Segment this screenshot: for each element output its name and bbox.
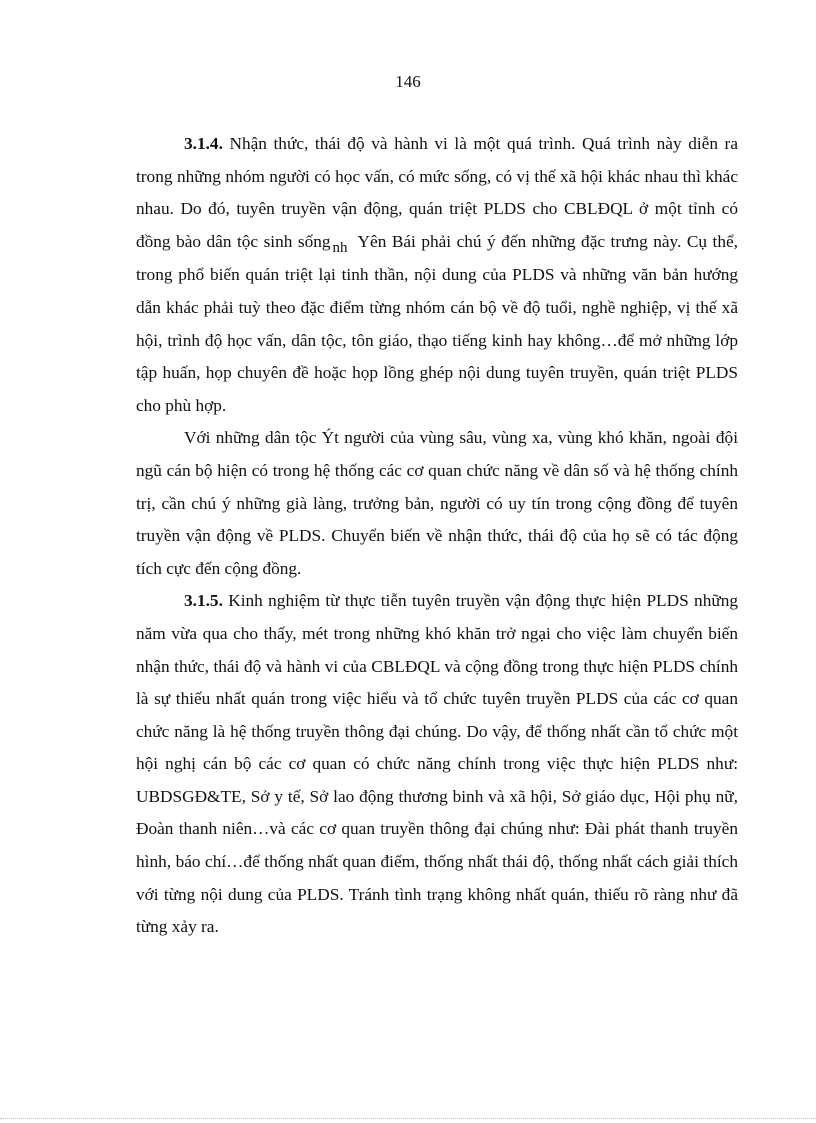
- page-number: 146: [395, 72, 421, 91]
- document-body: [136, 128, 738, 944]
- paragraph-3-1-4-text-part-2: Yên Bái phải chú ý đến những đặc trưng này. Cụ thể, trong phổ biến quán triệt lại tinh thần, nội dung của PLDS và những văn bản hướng dẫn khác phải tuỳ theo đặc điểm từng nhóm cán bộ về độ tuổi, nghề nghiệp, vị thế xã hội, trình độ học vấn, dân tộc, tôn giáo, thạo tiếng kinh hay không…để mở những lớp tập huấn, họp chuyên đề hoặc họp lồng ghép nội dung tuyên truyền, quán triệt PLDS cho phù hợp.: [136, 231, 738, 415]
- paragraph-3-1-5: [136, 585, 738, 944]
- paragraph-ethnic-groups: [136, 422, 738, 585]
- paragraph-3-1-4-text-part-1: Nhận thức, thái độ và hành vi là một quá trình. Quá trình này diễn ra trong những nhóm người có học vấn, có mức sống, có vị thế xã hội khác nhau thì khác nhau. Do đó, tuyên truyền vận động, quán triệt PLDS cho CBLĐQL ở một tỉnh có đồng bào dân tộc sinh sống: [136, 134, 738, 251]
- section-number-3-1-4: 3.1.4.: [184, 134, 223, 153]
- footer-divider: [0, 1118, 816, 1119]
- paragraph-3-1-5-text: Kinh nghiệm từ thực tiễn tuyên truyền vận động thực hiện PLDS những năm vừa qua cho thấy, mét trong những khó khăn trở ngại cho việc làm chuyển biến nhận thức, thái độ và hành vi của CBLĐQL và cộng đồng trong thực hiện PLDS chính là sự thiếu nhất quán trong việc hiểu và tổ chức tuyên truyền PLDS của các cơ quan chức năng là hệ thống truyền thông đại chúng. Do vậy, để thống nhất cần tổ chức một hội nghị cán bộ các cơ quan có chức năng chính trong việc thực hiện PLDS như: UBDSGĐ&TE, Sở y tế, Sở lao động thương binh và xã hội, Sở giáo dục, Hội phụ nữ, Đoàn thanh niên…và các cơ quan truyền thông đại chúng như: Đài phát thanh truyền hình, báo chí…để thống nhất quan điểm, thống nhất thái độ, thống nhất cách giải thích với từng nội dung của PLDS. Tránh tình trạng không nhất quán, thiếu rõ ràng như đã từng xảy ra.: [136, 591, 738, 937]
- section-number-3-1-5: 3.1.5.: [184, 591, 223, 611]
- subscript-fragment: nh: [332, 239, 348, 256]
- paragraph-3-1-4: [136, 128, 738, 422]
- paragraph-ethnic-groups-text: Với những dân tộc Ýt người của vùng sâu, vùng xa, vùng khó khăn, ngoài đội ngũ cán bộ hiện có trong hệ thống các cơ quan chức năng về dân số và hệ thống chính trị, cần chú ý những già làng, trưởng bản, người có uy tín trong cộng đồng để tuyên truyền vận động về PLDS. Chuyển biến về nhận thức, thái độ của họ sẽ có tác động tích cực đến cộng đồng.: [136, 428, 738, 578]
